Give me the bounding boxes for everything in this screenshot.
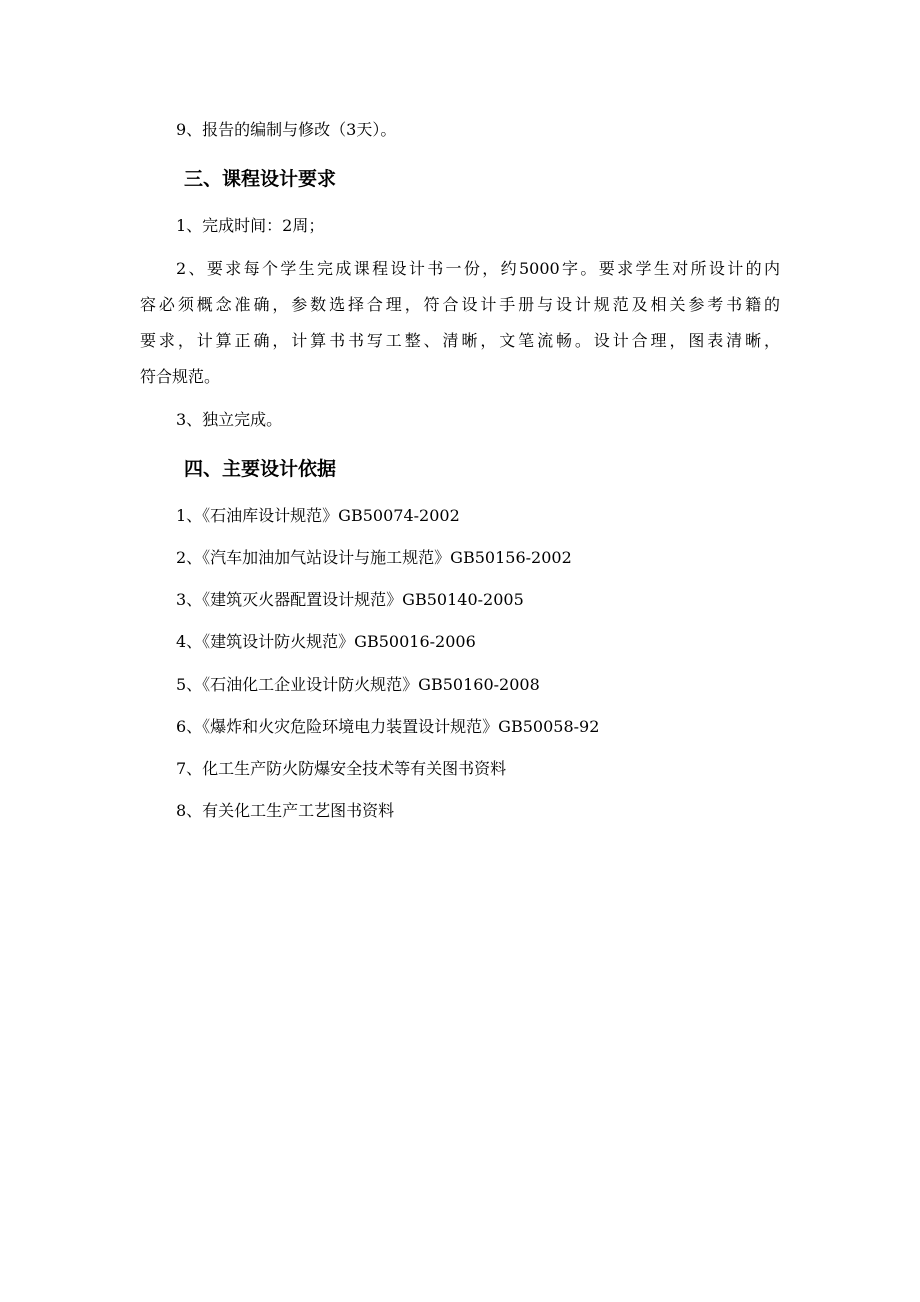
reference-5: 5、《石油化工企业设计防火规范》GB50160-2008: [176, 675, 540, 694]
section-3-heading: 三、课程设计要求: [184, 168, 337, 190]
reference-6: 6、《爆炸和火灾危险环境电力装置设计规范》GB50058-92: [176, 717, 600, 736]
reference-8: 8、有关化工生产工艺图书资料: [176, 801, 395, 820]
requirement-2-line-2: 容必须概念准确，参数选择合理，符合设计手册与设计规范及相关参考书籍的: [140, 295, 780, 314]
reference-3: 3、《建筑灭火器配置设计规范》GB50140-2005: [176, 590, 524, 609]
requirement-1: 1、完成时间：2周；: [176, 216, 325, 235]
requirement-2-line-1: 2、要求每个学生完成课程设计书一份，约5000字。要求学生对所设计的内: [176, 259, 780, 278]
section-4-heading: 四、主要设计依据: [184, 458, 337, 480]
reference-2: 2、《汽车加油加气站设计与施工规范》GB50156-2002: [176, 548, 572, 567]
reference-7: 7、化工生产防火防爆安全技术等有关图书资料: [176, 759, 507, 778]
requirement-2-line-4: 符合规范。: [140, 367, 221, 386]
requirement-3: 3、独立完成。: [176, 410, 283, 429]
reference-4: 4、《建筑设计防火规范》GB50016-2006: [176, 632, 476, 651]
item-9-report: 9、报告的编制与修改（3天）。: [176, 120, 397, 139]
reference-1: 1、《石油库设计规范》GB50074-2002: [176, 506, 460, 525]
requirement-2-line-3: 要求，计算正确，计算书书写工整、清晰，文笔流畅。设计合理，图表清晰，: [140, 331, 780, 350]
